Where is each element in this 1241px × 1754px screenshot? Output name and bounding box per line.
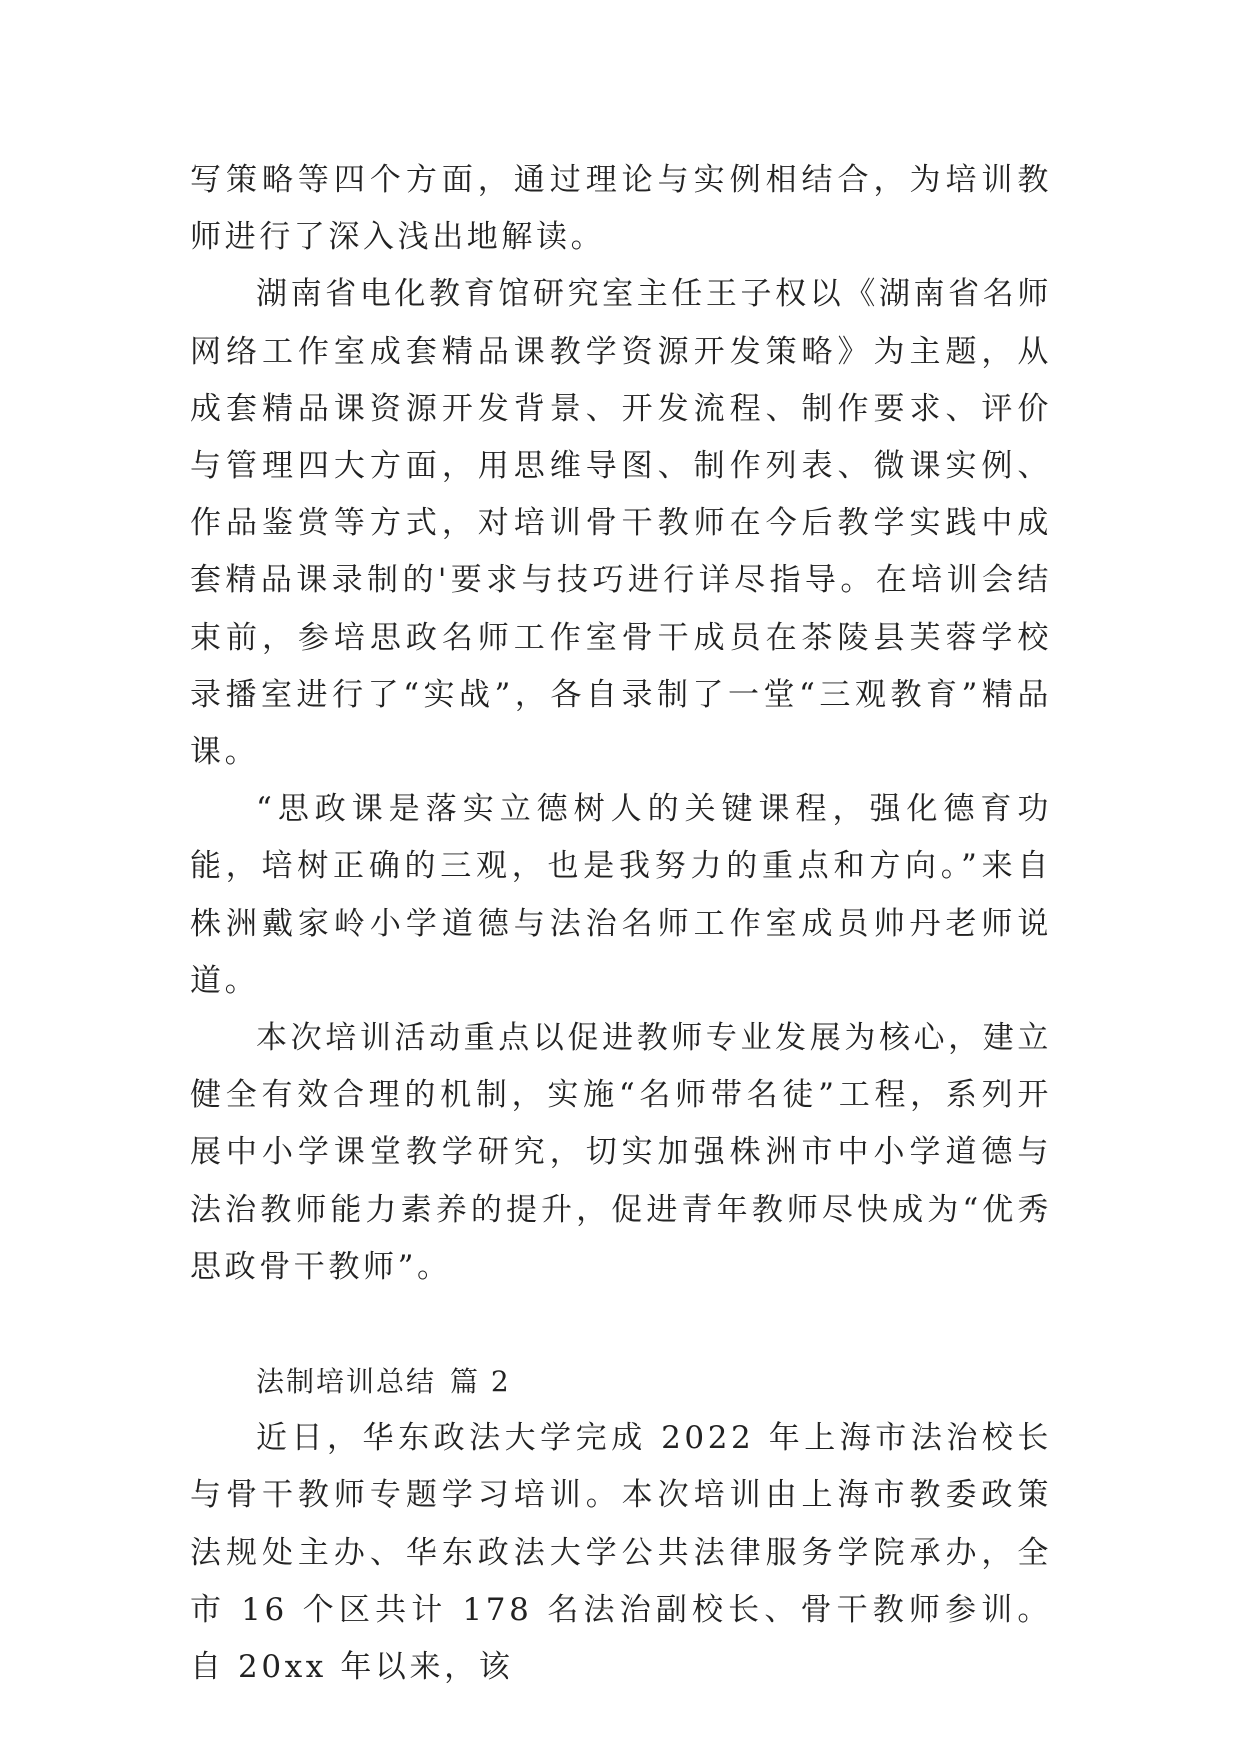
document-page — [190, 152, 1052, 1696]
paragraph-training-summary: 本次培训活动重点以促进教师专业发展为核心，建立健全有效合理的机制，实施“名师带名徒”工程，系列开展中小学课堂教学研究，切实加强株洲市中小学道德与法治教师能力素养的提升，促进青年教师尽快成为“优秀思政骨干教师”。 — [190, 1020, 1052, 1285]
section-spacer — [190, 1296, 1052, 1353]
paragraph-quote-shuai-dan: “思政课是落实立德树人的关键课程，强化德育功能，培树正确的三观，也是我努力的重点和方向。”来自株洲戴家岭小学道德与法治名师工作室成员帅丹老师说道。 — [190, 791, 1052, 999]
section-heading — [190, 1353, 1052, 1410]
section-title: 法制培训总结 — [256, 1365, 437, 1399]
paragraph-east-china-university: 近日，华东政法大学完成 2022 年上海市法治校长与骨干教师专题学习培训。本次培训由上海市教委政策法规处主办、华东政法大学公共法律服务学院承办，全市 16 个区共计 178 名法治副校长、骨干教师参训。自 20xx 年以来，该 — [190, 1420, 1052, 1686]
paragraph-wang-zizhen: 湖南省电化教育馆研究室主任王子权以《湖南省名师网络工作室成套精品课教学资源开发策略》为主题，从成套精品课资源开发背景、开发流程、制作要求、评价与管理四大方面，用思维导图、制作列表、微课实例、作品鉴赏等方式，对培训骨干教师在今后教学实践中成套精品课录制的'要求与技巧进行详尽指导。在培训会结束前，参培思政名师工作室骨干成员在茶陵县芙蓉学校录播室进行了“实战”，各自录制了一堂“三观教育”精品课。 — [190, 276, 1052, 771]
paragraph-continuation: 写策略等四个方面，通过理论与实例相结合，为培训教师进行了深入浅出地解读。 — [190, 162, 1052, 256]
section-number: 篇 2 — [450, 1365, 511, 1399]
